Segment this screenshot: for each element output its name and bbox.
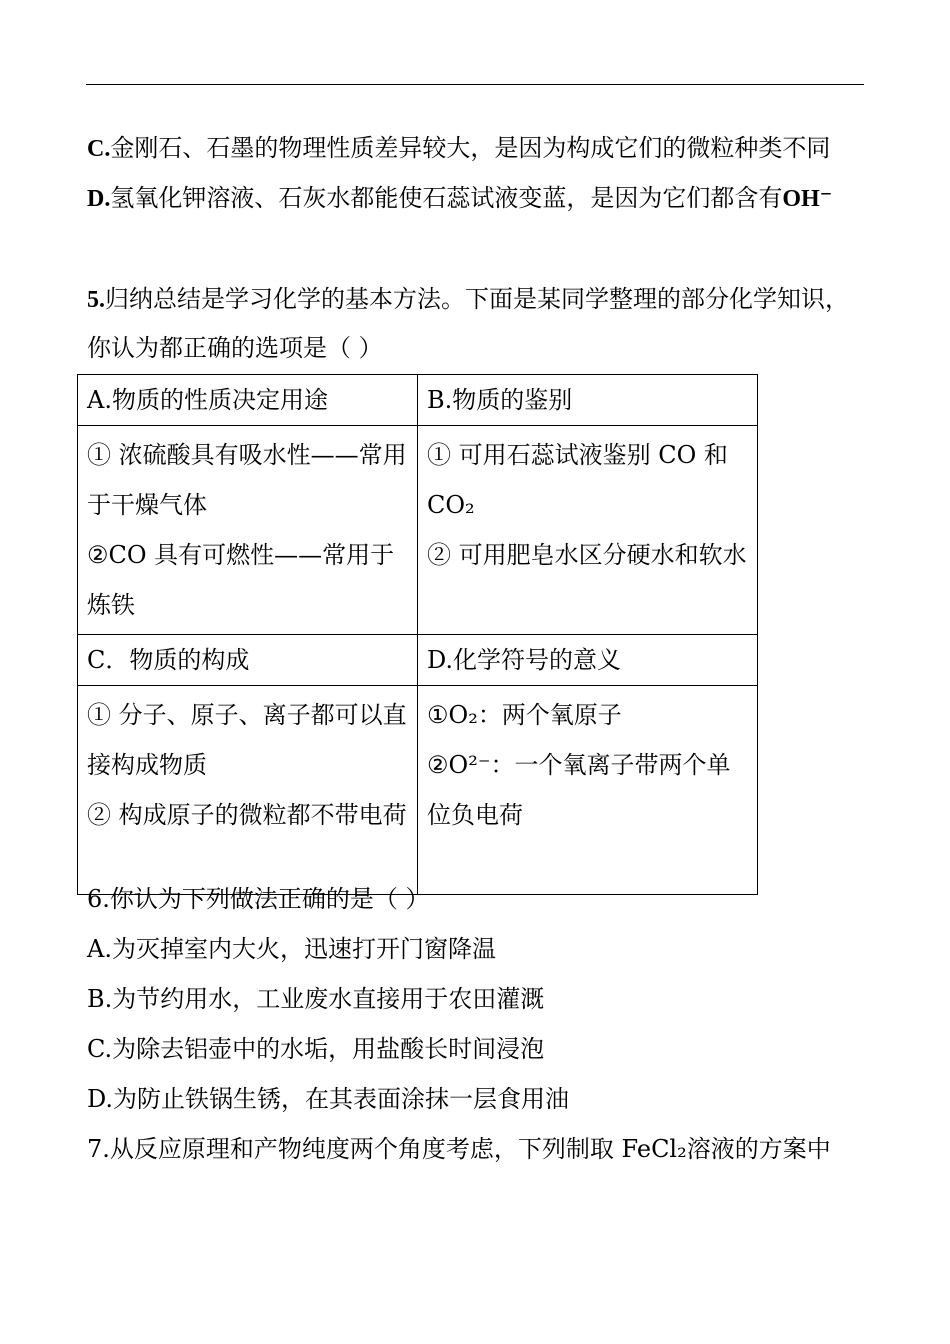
q5-knowledge-table	[77, 374, 758, 895]
a-item-2: ②CO 具有可燃性——常用于炼铁	[87, 541, 395, 619]
a-title: A.物质的性质决定用途	[87, 386, 328, 414]
q6-option-b: B.为节约用水，工业废水直接用于农田灌溉	[87, 985, 545, 1013]
table-row	[78, 635, 758, 686]
a-item-1: ① 浓硫酸具有吸水性——常用于干燥气体	[87, 441, 407, 519]
option-d-text: 氢氧化钾溶液、石灰水都能使石蕊试液变蓝，是因为它们都含有	[110, 184, 783, 212]
cell-d-items	[418, 686, 758, 895]
q6-option-c: C.为除去铝壶中的水垢，用盐酸长时间浸泡	[87, 1035, 545, 1063]
option-d-line	[87, 183, 832, 214]
b-item-1: ① 可用石蕊试液鉴别 CO 和 CO₂	[427, 441, 728, 519]
header-rule	[86, 84, 864, 85]
table-row	[78, 426, 758, 635]
d-title: D.化学符号的意义	[427, 646, 622, 674]
option-d-letter: D.	[87, 186, 111, 212]
table-row	[78, 375, 758, 426]
option-d-formula: OH⁻	[782, 186, 833, 212]
cell-c-items	[78, 686, 418, 895]
q5-stem-line1	[87, 284, 849, 315]
cell-b-title	[418, 375, 758, 426]
c-item-1: ① 分子、原子、离子都可以直接构成物质	[87, 701, 407, 779]
q5-stem-line2: 你认为都正确的选项是（ ）	[87, 334, 383, 362]
c-title: C．物质的构成	[87, 646, 250, 674]
c-item-2: ② 构成原子的微粒都不带电荷	[87, 801, 407, 829]
d-item-1: ①O₂：两个氧原子	[427, 701, 622, 729]
b-item-2: ② 可用肥皂水区分硬水和软水	[427, 541, 747, 569]
cell-a-title	[78, 375, 418, 426]
table-row	[78, 686, 758, 895]
q7-stem: 7.从反应原理和产物纯度两个角度考虑，下列制取 FeCl₂溶液的方案中	[87, 1135, 831, 1163]
option-c-letter: C.	[87, 136, 111, 162]
q5-stem-text1: 归纳总结是学习化学的基本方法。下面是某同学整理的部分化学知识，	[105, 285, 849, 313]
q5-number: 5.	[87, 287, 105, 313]
q6-option-a: A.为灭掉室内大火，迅速打开门窗降温	[87, 935, 496, 963]
option-c-text: 金刚石、石墨的物理性质差异较大，是因为构成它们的微粒种类不同	[110, 134, 831, 162]
cell-a-items	[78, 426, 418, 635]
cell-d-title	[418, 635, 758, 686]
cell-b-items	[418, 426, 758, 635]
q6-option-d: D.为防止铁锅生锈，在其表面涂抹一层食用油	[87, 1085, 570, 1113]
option-c-line	[87, 133, 830, 164]
q6-stem: 6.你认为下列做法正确的是（ ）	[87, 885, 430, 913]
cell-c-title	[78, 635, 418, 686]
b-title: B.物质的鉴别	[427, 386, 573, 414]
d-item-2: ②O²⁻：一个氧离子带两个单位负电荷	[427, 751, 731, 829]
